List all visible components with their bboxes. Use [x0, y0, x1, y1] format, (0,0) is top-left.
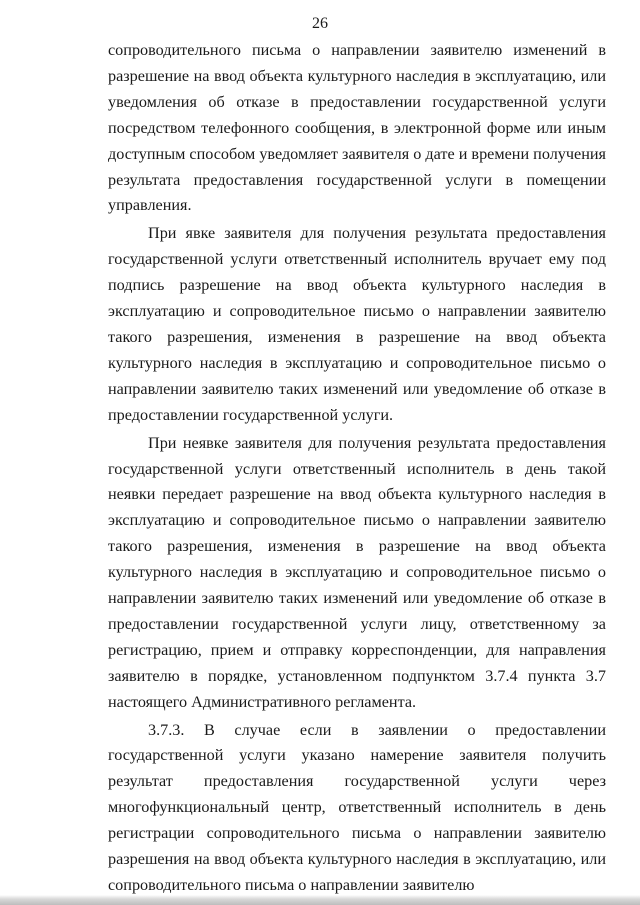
paragraph-4: 3.7.3. В случае если в заявлении о предоставлении государственной услуги указано намерение заявителя получить результат предоставления государственной услуги через многофункциональный центр, ответственный исполнитель в день регистрации сопроводительного письма о направлении заявителю разрешения на ввод объекта культурного наследия в эксплуатацию, или сопроводительного письма о направлении заявителю	[108, 720, 606, 894]
document-body	[108, 38, 606, 901]
page-number: 26	[312, 15, 328, 32]
paragraph-2: При явке заявителя для получения результата предоставления государственной услуги ответственный исполнитель вручает ему под подпись разрешение на ввод объекта культурного наследия в эксплуатацию и сопроводительное письмо о направлении заявителю такого разрешения, изменения в разрешение на ввод объекта культурного наследия в эксплуатацию и сопроводительное письмо о направлении заявителю таких изменений или уведомление об отказе в предоставлении государственной услуги.	[108, 224, 606, 424]
paragraph-1: сопроводительного письма о направлении заявителю изменений в разрешение на ввод объекта культурного наследия в эксплуатацию, или уведомления об отказе в предоставлении государственной услуги посредством телефонного сообщения, в электронной форме или иным доступным способом уведомляет заявителя о дате и времени получения результата предоставления государственной услуги в помещении управления.	[108, 41, 606, 215]
scan-bottom-edge	[0, 895, 640, 905]
paragraph-3: При неявке заявителя для получения результата предоставления государственной услуги ответственный исполнитель в день такой неявки передает разрешение на ввод объекта культурного наследия в эксплуатацию и сопроводительное письмо о направлении заявителю такого разрешения, изменения в разрешение на ввод объекта культурного наследия в эксплуатацию и сопроводительное письмо о направлении заявителю таких изменений или уведомление об отказе в предоставлении государственной услуги лицу, ответственному за регистрацию, прием и отправку корреспонденции, для направления заявителю в порядке, установленном подпунктом 3.7.4 пункта 3.7 настоящего Административного регламента.	[108, 433, 606, 711]
